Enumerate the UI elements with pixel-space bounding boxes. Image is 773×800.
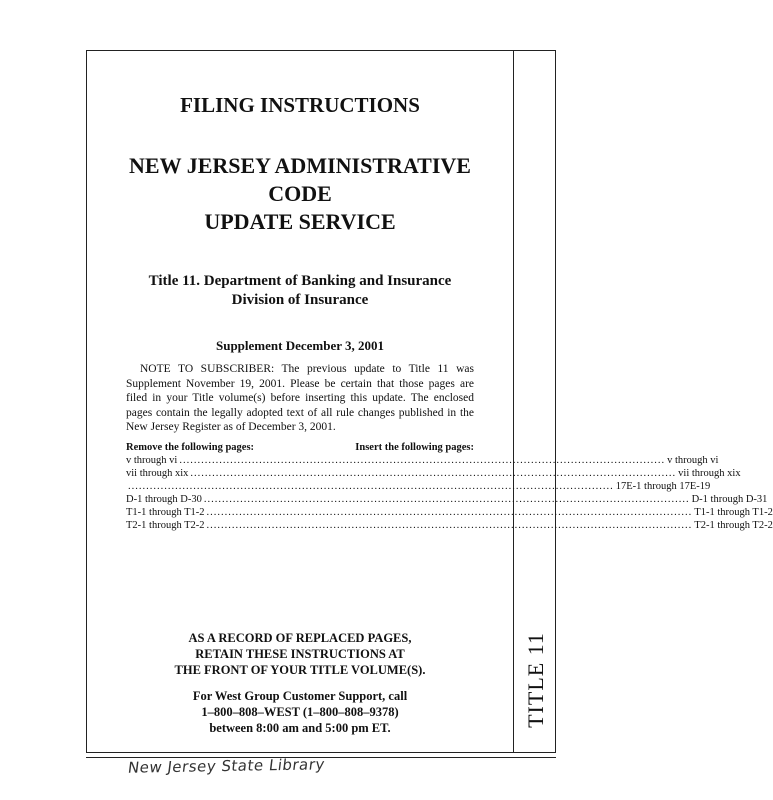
leader-dots: ...................................................................................................................................... <box>128 480 614 492</box>
insert-pages: 17E-1 through 17E-19 <box>615 480 711 492</box>
remove-pages: T2-1 through T2-2 <box>126 519 205 531</box>
pages-table <box>126 441 773 532</box>
insert-pages: T1-1 through T1-2 <box>694 506 773 518</box>
title-heading <box>100 272 500 310</box>
table-row <box>126 519 773 532</box>
table-row <box>126 506 773 519</box>
side-tab <box>516 620 556 740</box>
record-line1: AS A RECORD OF REPLACED PAGES, <box>188 631 412 645</box>
table-row <box>126 467 741 480</box>
record-line2: RETAIN THESE INSTRUCTIONS AT <box>195 647 405 661</box>
table-row <box>126 454 719 467</box>
record-instructions <box>100 630 500 678</box>
title-heading-line2: Division of Insurance <box>231 292 369 308</box>
leader-dots: ...................................................................................................................................... <box>190 467 677 479</box>
leader-dots: ...................................................................................................................................... <box>203 493 690 505</box>
customer-support <box>100 688 500 736</box>
code-heading <box>100 152 500 236</box>
insert-pages: v through vi <box>667 454 719 466</box>
leader-dots: ...................................................................................................................................... <box>179 454 666 466</box>
record-line3: THE FRONT OF YOUR TITLE VOLUME(S). <box>174 663 426 677</box>
support-line1: For West Group Customer Support, call <box>192 689 408 703</box>
insert-header: Insert the following pages: <box>355 441 474 453</box>
support-line3: between 8:00 am and 5:00 pm ET. <box>209 721 391 735</box>
leader-dots: ...................................................................................................................................... <box>206 519 693 531</box>
remove-pages: v through vi <box>126 454 178 466</box>
insert-pages: D-1 through D-31 <box>691 493 768 505</box>
remove-pages: vii through xix <box>126 467 189 479</box>
side-tab-label: TITLE 11 <box>523 632 549 728</box>
title-heading-line1: Title 11. Department of Banking and Insurance <box>148 273 452 289</box>
remove-pages: T1-1 through T1-2 <box>126 506 205 518</box>
supplement-date: Supplement December 3, 2001 <box>215 338 385 353</box>
remove-pages: D-1 through D-30 <box>126 493 202 505</box>
remove-header: Remove the following pages: <box>126 441 255 453</box>
side-tab-divider <box>513 50 514 753</box>
code-heading-line1: NEW JERSEY ADMINISTRATIVE CODE <box>129 153 471 206</box>
library-stamp: New Jersey State Library <box>126 755 327 777</box>
subscriber-note: NOTE TO SUBSCRIBER: The previous update to Title 11 was Supplement November 19, 2001. Please be certain that those pages are filed in your Title volume(s) before inserting this update. The enclosed pages contain the legally adopted text of all rule changes published in the New Jersey Register as of December 3, 2001. <box>126 363 474 433</box>
main-content <box>100 88 773 532</box>
insert-pages: T2-1 through T2-2 <box>694 519 773 531</box>
pages-table-header <box>126 441 474 454</box>
leader-dots: ...................................................................................................................................... <box>206 506 693 518</box>
table-row <box>126 493 768 506</box>
page-title: FILING INSTRUCTIONS <box>180 93 420 117</box>
support-line2: 1–800–808–WEST (1–800–808–9378) <box>201 705 399 719</box>
insert-pages: vii through xix <box>678 467 741 479</box>
code-heading-line2: UPDATE SERVICE <box>204 209 396 234</box>
table-row <box>126 480 711 493</box>
